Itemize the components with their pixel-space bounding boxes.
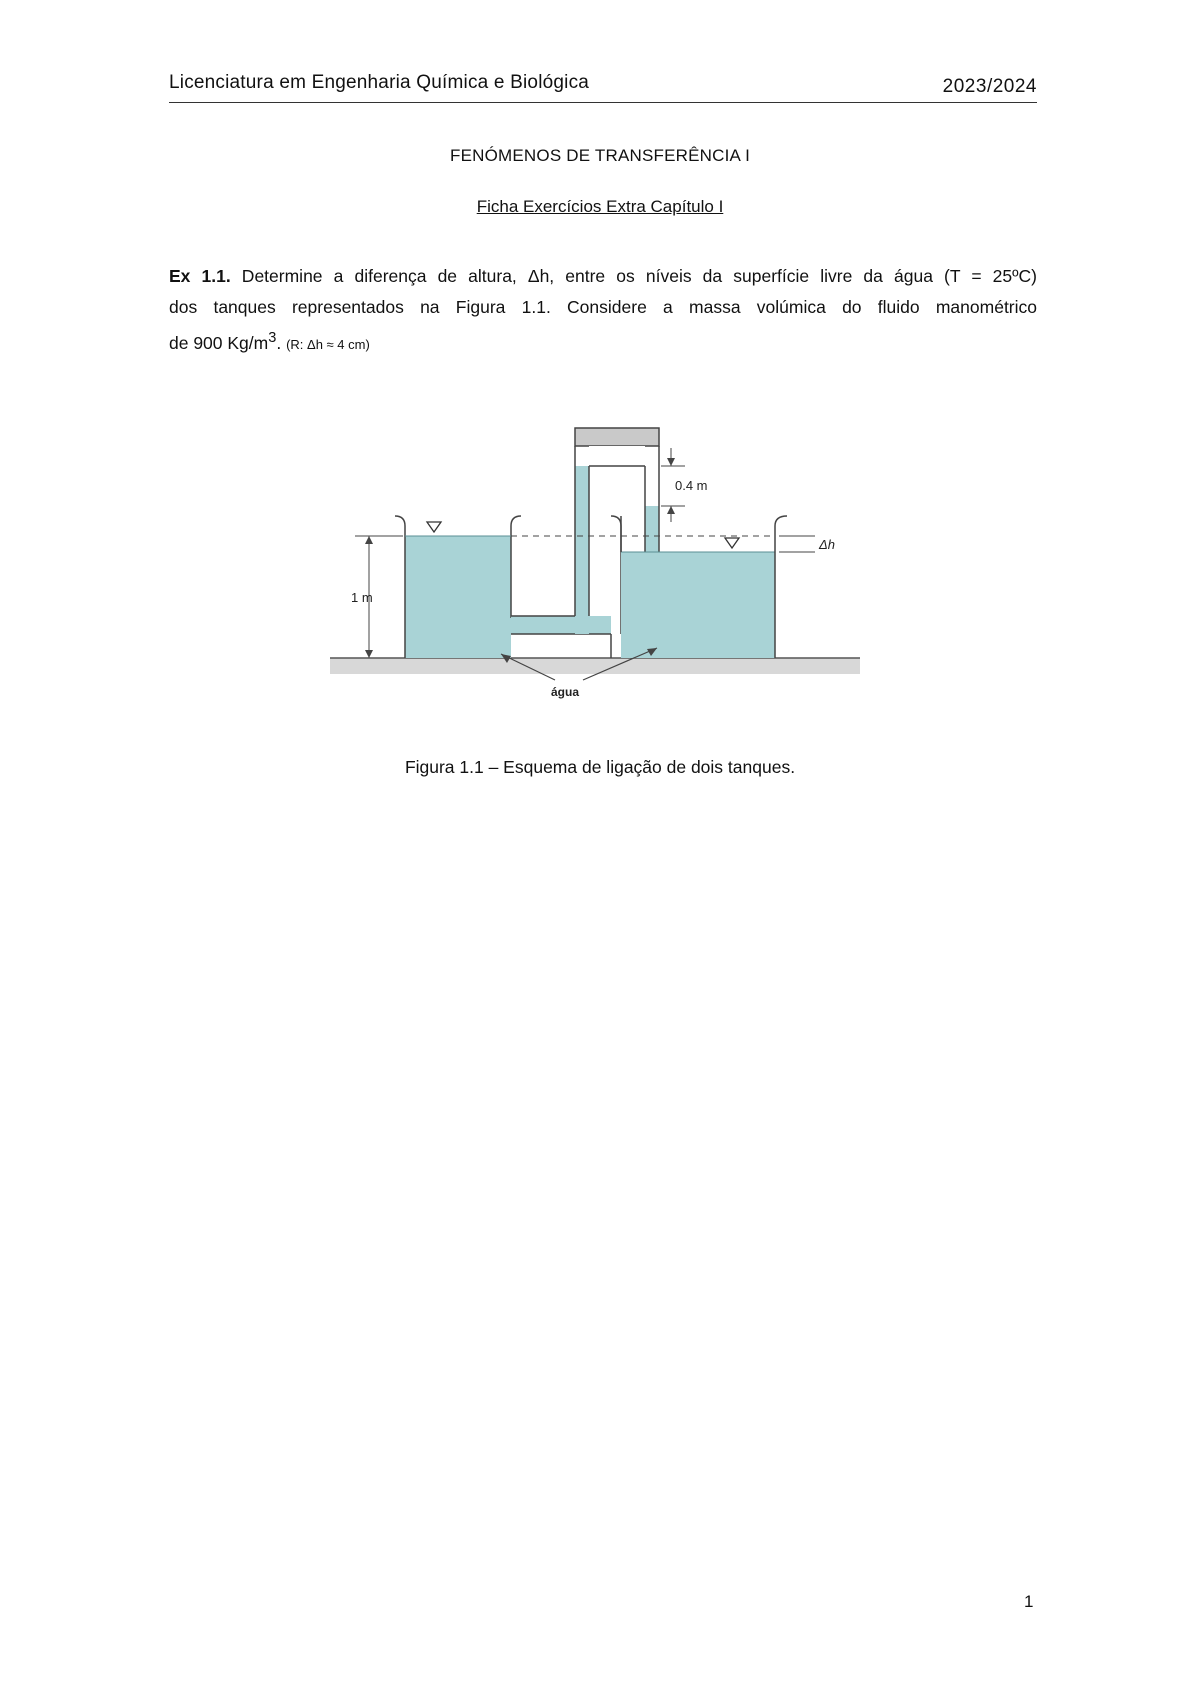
gap-label: 0.4 m	[675, 478, 708, 493]
gap-arrow-bottom	[667, 506, 675, 514]
page-header	[169, 70, 1037, 103]
gap-arrow-top	[667, 458, 675, 466]
top-tube-interior	[589, 446, 645, 466]
exercise-line-3	[169, 323, 1037, 360]
left-riser-fluid	[575, 466, 589, 634]
right-tank-water	[621, 552, 775, 658]
right-tank-right-wall	[775, 516, 787, 658]
exercise-statement	[169, 261, 1037, 360]
exercise-line-1	[169, 261, 1037, 292]
right-riser-fluid	[645, 506, 659, 552]
top-cap	[575, 428, 659, 446]
delta-h-label: Δh	[819, 537, 835, 552]
tank-diagram	[325, 418, 865, 706]
tank-diagram-svg	[325, 418, 865, 706]
page-number: 1	[1024, 1592, 1034, 1611]
connection-pipe-water	[511, 616, 611, 634]
sheet-title	[0, 197, 1200, 217]
ground	[330, 658, 860, 674]
academic-year: 2023/2024	[942, 76, 1037, 97]
exercise-text-1: Determine a diferença de altura, Δh, entre os níveis da superfície livre da água (T = 25ºC)	[230, 266, 1037, 286]
left-tank-water	[405, 536, 511, 658]
left-tank-right-wall	[511, 516, 521, 618]
center-partition	[611, 516, 621, 634]
exercise-text-3: de 900 Kg/m	[169, 332, 269, 353]
exercise-line-2: dos tanques representados na Figura 1.1. Considere a massa volúmica do fluido manométrico	[169, 297, 1037, 317]
one-meter-arrow-top	[365, 536, 373, 544]
one-meter-arrow-bottom	[365, 650, 373, 658]
course-title: FENÓMENOS DE TRANSFERÊNCIA I	[450, 146, 750, 165]
left-tank-left-wall	[395, 516, 405, 658]
right-surface-triangle	[725, 538, 739, 548]
program-name: Licenciatura em Engenharia Química e Biológica	[169, 72, 590, 93]
sheet-title-text: Ficha Exercícios Extra Capítulo I	[476, 197, 724, 216]
left-surface-triangle	[427, 522, 441, 532]
exercise-number: Ex 1.1.	[169, 266, 231, 286]
exercise-superscript: 3	[268, 330, 277, 346]
figure-caption: Figura 1.1 – Esquema de ligação de dois tanques.	[404, 757, 796, 777]
water-label: água	[551, 685, 580, 699]
exercise-text-3-suffix: .	[276, 332, 287, 353]
exercise-answer: (R: Δh ≈ 4 cm)	[286, 336, 370, 352]
right-riser-in-water	[645, 552, 659, 566]
one-meter-label: 1 m	[351, 590, 373, 605]
